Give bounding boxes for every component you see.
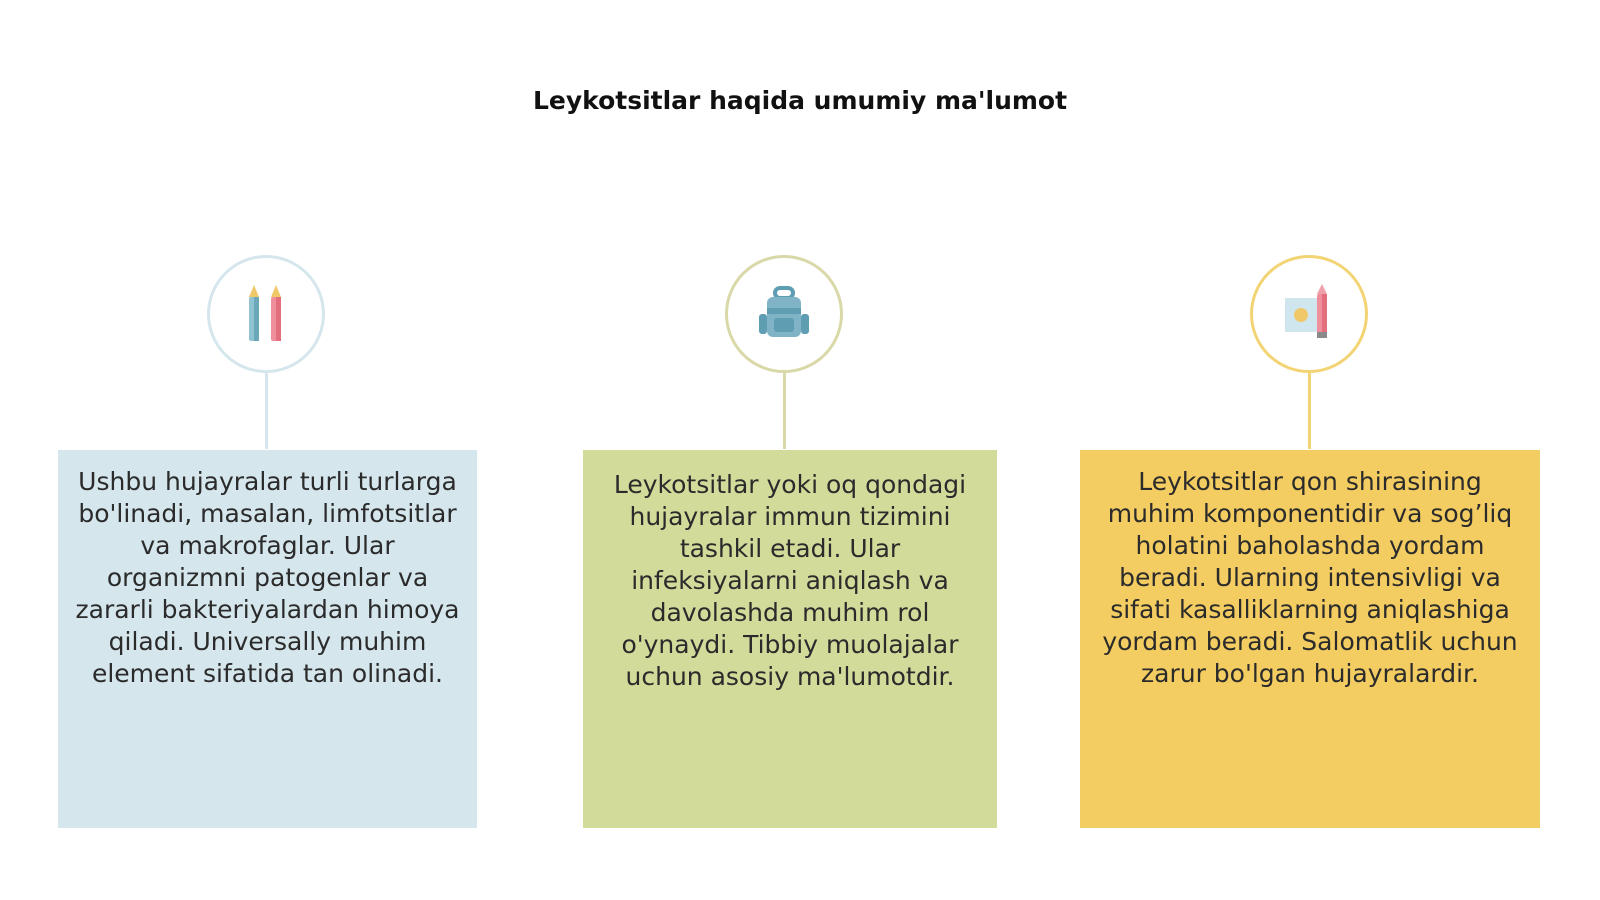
- card-text: Ushbu hujayralar turli turlarga bo'linadi, masalan, limfotsitlar va makrofaglar. Ular organizmni patogenlar va zararli bakteriyalardan himoya qiladi. Universally muhim element sifatida tan olinadi.: [75, 467, 460, 688]
- connector-line-2: [783, 373, 786, 449]
- info-card-1: [58, 450, 477, 828]
- card-text: Leykotsitlar qon shirasining muhim komponentidir va sog’liq holatini baholashda yordam beradi. Ularning intensivligi va sifati kasalliklarning aniqlashiga yordam beradi. Salomatlik uchun zarur bo'lgan hujayralardir.: [1102, 467, 1518, 688]
- pencils-icon: [239, 283, 293, 345]
- backpack-icon: [754, 284, 814, 344]
- connector-line-3: [1308, 373, 1311, 449]
- connector-line-1: [265, 373, 268, 449]
- icon-circle-3: [1250, 255, 1368, 373]
- icon-circle-2: [725, 255, 843, 373]
- info-card-2: [583, 450, 997, 828]
- info-card-3: [1080, 450, 1540, 828]
- picture-and-crayon-icon: [1279, 284, 1339, 344]
- card-text: Leykotsitlar yoki oq qondagi hujayralar immun tizimini tashkil etadi. Ular infeksiyalarni aniqlash va davolashda muhim rol o'ynaydi. Tibbiy muolajalar uchun asosiy ma'lumotdir.: [613, 470, 967, 691]
- icon-circle-1: [207, 255, 325, 373]
- page-title: Leykotsitlar haqida umumiy ma'lumot: [532, 86, 1068, 115]
